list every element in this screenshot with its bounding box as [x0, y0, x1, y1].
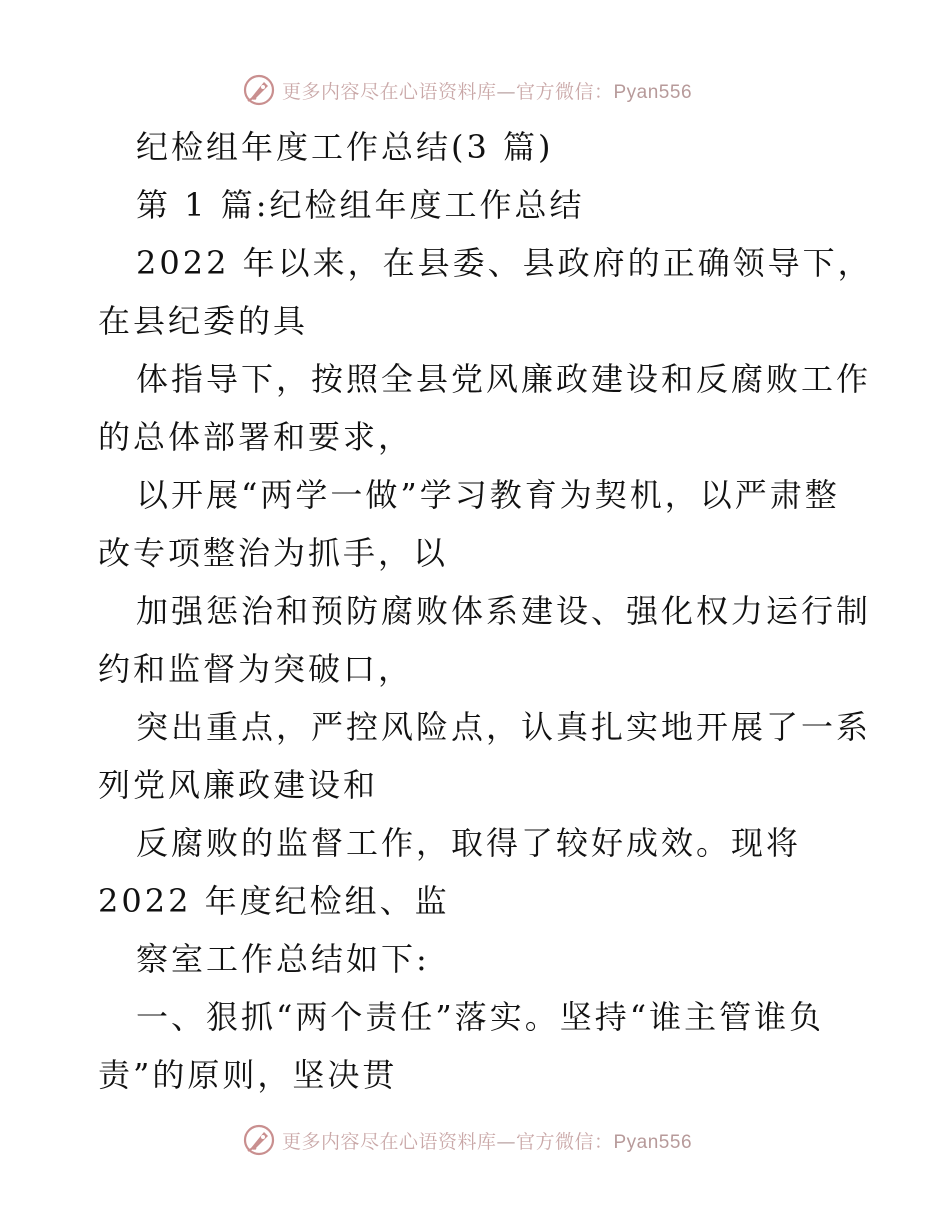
- document-body: [98, 118, 873, 1104]
- doc-line: 责”的原则，坚决贯: [98, 1056, 398, 1094]
- watermark-group: [242, 1123, 692, 1157]
- watermark-group: [242, 73, 692, 107]
- doc-line: 的总体部署和要求，: [98, 418, 414, 456]
- watermark-text: [282, 1127, 692, 1154]
- watermark-suffix: 官方微信：: [515, 1130, 614, 1153]
- doc-line: 突出重点，严控风险点，认真扎实地开展了一系: [136, 708, 872, 746]
- doc-line: 加强惩治和预防腐败体系建设、强化权力运行制: [136, 592, 872, 630]
- watermark-separator: —: [496, 80, 516, 103]
- watermark-text: [282, 77, 692, 104]
- watermark-handle: Pyan556: [613, 1131, 693, 1153]
- doc-line: 2022 年以来，在县委、县政府的正确领导下，: [136, 244, 873, 282]
- watermark-banner-bottom: [0, 1120, 950, 1160]
- pen-nib-logo-icon: [242, 73, 276, 107]
- watermark-main: 更多内容尽在心语资料库: [281, 1130, 497, 1153]
- doc-line: 列党风廉政建设和: [98, 766, 379, 804]
- doc-line: 体指导下，按照全县党风廉政建设和反腐败工作: [136, 360, 872, 398]
- doc-subtitle: 第 1 篇:纪检组年度工作总结: [136, 186, 585, 224]
- doc-line: 2022 年度纪检组、监: [98, 882, 450, 920]
- doc-line: 约和监督为突破口，: [98, 650, 414, 688]
- doc-line: 察室工作总结如下:: [136, 940, 430, 978]
- watermark-suffix: 官方微信：: [515, 80, 614, 103]
- doc-line: 以开展“两学一做”学习教育为契机，以严肃整: [136, 476, 840, 514]
- doc-line: 一、狠抓“两个责任”落实。坚持“谁主管谁负: [136, 998, 825, 1036]
- watermark-separator: —: [496, 1130, 516, 1153]
- pen-nib-logo-icon: [242, 1123, 276, 1157]
- watermark-main: 更多内容尽在心语资料库: [281, 80, 497, 103]
- doc-line: 在县纪委的具: [98, 302, 309, 340]
- watermark-banner-top: [0, 70, 950, 110]
- watermark-handle: Pyan556: [613, 81, 693, 103]
- doc-title: 纪检组年度工作总结(3 篇): [136, 128, 554, 166]
- doc-line: 反腐败的监督工作，取得了较好成效。现将: [136, 824, 802, 862]
- doc-line: 改专项整治为抓手，以: [98, 534, 449, 572]
